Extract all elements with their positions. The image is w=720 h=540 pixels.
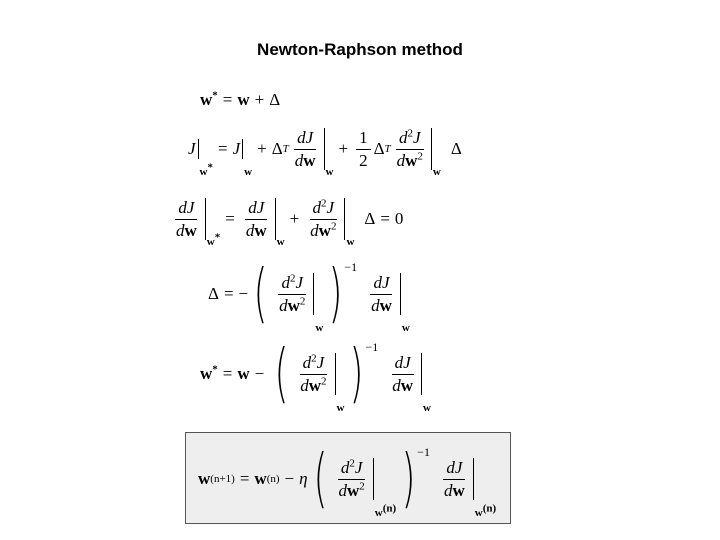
equation-1: w* = w + Δ <box>200 89 281 109</box>
equation-3: $\frac{dJ}{dw}$ w* = $\frac{dJ}{dw}$ w + $\frac{d^2J}{dw^2}$ w Δ = 0 <box>170 198 403 240</box>
delta: Δ <box>269 90 281 109</box>
equation-5: w* = w − ( $\frac{d^2J}{dw^2}$ w ) −1 $\frac{dJ}{dw}$ w <box>200 337 431 414</box>
equation-4: Δ = − ( $\frac{d^2J}{dw^2}$ w ) −1 $\frac{dJ}{dw}$ w <box>208 257 410 334</box>
w: w <box>237 90 250 109</box>
equation-6: w (n+1) = w (n) − η ( $\frac{d^2J}{dw^2}$ $w^{(n)}$ ) −1 $\frac{dJ}{dw}$ $w^{(n)}$ <box>198 442 497 519</box>
slide-title: Newton-Raphson method <box>257 40 463 59</box>
gradient-term: $\frac{dJ}{dw}$ <box>289 128 325 170</box>
J-at-wstar: J <box>188 139 199 159</box>
hessian-term: $\frac{d^2J}{dw^2}$ <box>391 128 432 170</box>
w-star: w* <box>200 89 218 109</box>
equation-2: J w* = J w + Δ T $\frac{dJ}{dw}$ w + $\frac{1}{2}$ Δ T $\frac{d^2J}{dw^2}$ w Δ <box>188 127 462 179</box>
J-at-w: J <box>233 139 244 159</box>
highlighted-equation-box <box>185 432 511 524</box>
